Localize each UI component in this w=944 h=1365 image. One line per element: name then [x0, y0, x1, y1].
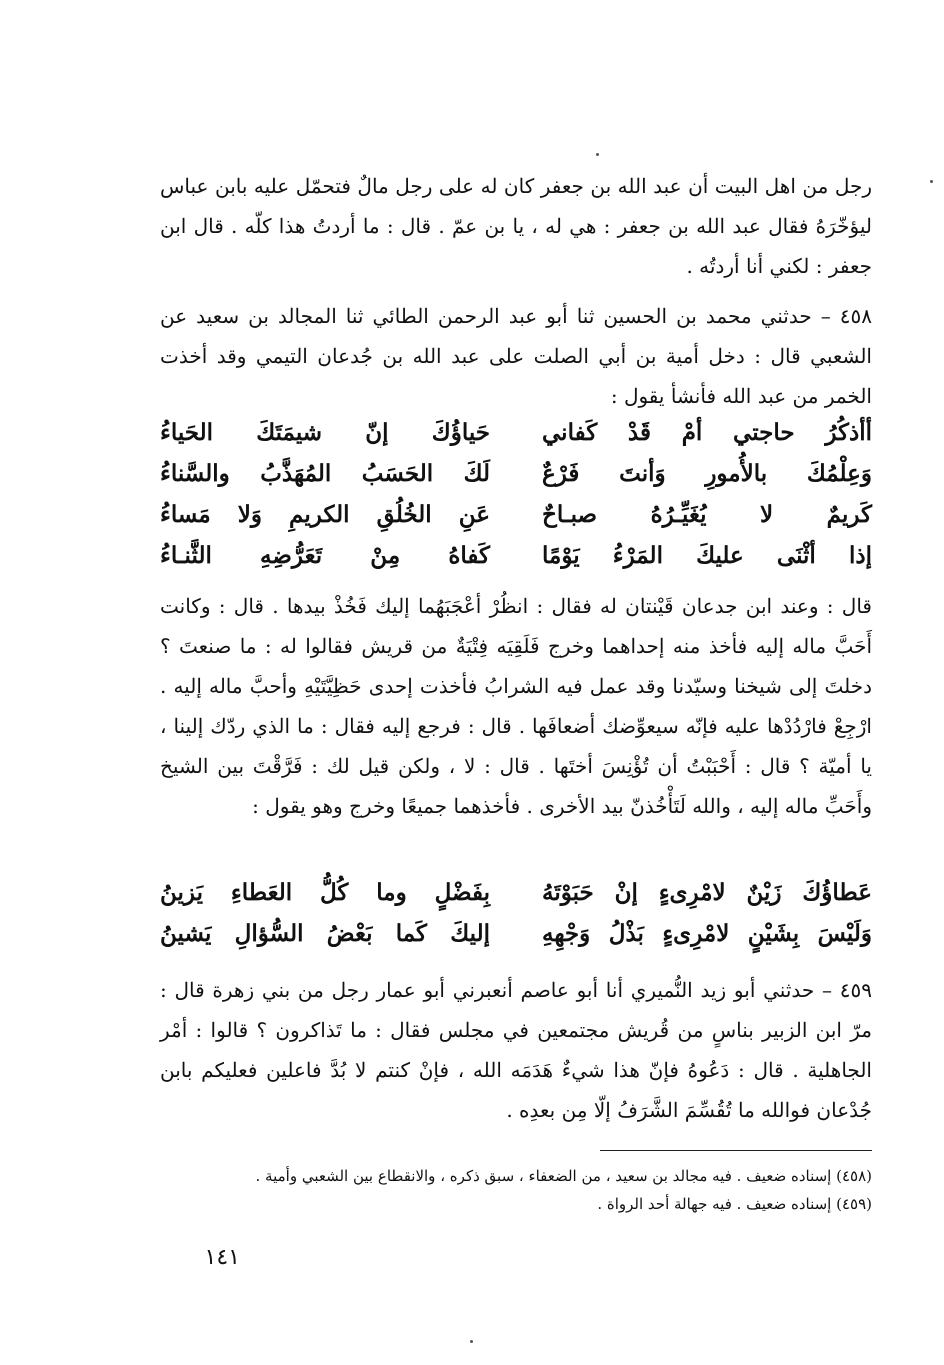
- verse-first-hemistich: عَطاؤُكَ زَيْنٌ لامْرِىءٍ إنْ حَبَوْتَهُ: [542, 879, 872, 906]
- verse-line: [160, 453, 872, 494]
- paragraph-intro: رجل من اهل البيت أن عبد الله بن جعفر كان له على رجل مالٌ فتحمّل عليه بابن عباس ليؤخّرَهُ فقال عبد الله بن جعفر : هي له ، يا بن عمّ . قال : ما أردتُ هذا كلّه . قال ابن جعفر : لكني أنا أردتُه .: [160, 174, 872, 278]
- footnote-459: (٤٥٩) إسناده ضعيف . فيه جهالة أحد الرواة .: [597, 1195, 872, 1213]
- paragraph-458: ٤٥٨ – حدثني محمد بن الحسين ثنا أبو عبد الرحمن الطائي ثنا المجالد بن سعيد عن الشعبي قال : دخل أمية بن أبي الصلت على عبد الله بن جُدعان التيمي وقد أخذت الخمر من عبد الله فأنشأ يقول :: [160, 304, 872, 408]
- verse-line: [160, 494, 872, 535]
- verse-second-hemistich: حَياؤُكَ إنّ شيمَتَكَ الحَياءُ: [160, 419, 490, 446]
- verse-line: [160, 535, 872, 576]
- poem-2: [160, 872, 872, 954]
- verse-second-hemistich: إليكَ كَما بَعْضُ السُّؤالِ يَشينُ: [160, 920, 490, 947]
- verse-first-hemistich: أأذكُرُ حاجتي أمْ قَدْ كَفاني: [542, 419, 872, 446]
- scan-speck: [596, 153, 599, 156]
- footnote-458: (٤٥٨) إسناده ضعيف . فيه مجالد بن سعيد ، من الضعفاء ، سبق ذكره ، والانقطاع بين الشعبي وأمية .: [255, 1167, 872, 1185]
- scan-speck: [470, 1340, 473, 1343]
- verse-line: [160, 872, 872, 913]
- paragraph-459: ٤٥٩ – حدثني أبو زيد النُّميري أنا أبو عاصم أنعبرني أبو عمار رجل من بني زهرة قال : مرّ ابن الزبير بناسٍ من قُريش مجتمعين في مجلس فقال : ما تَذاكرون ؟ قالوا : أمْر الجاهلية . قال : دَعُوهُ فإنّ هذا شيءٌ هَدَمَه الله ، فإنْ كنتم لا بُدَّ فاعلين فعليكم بابن جُدْعان فوالله ما تُقُسِّمَ الشَّرَفُ إلّا مِن بعدِه .: [160, 978, 872, 1122]
- verse-second-hemistich: بِفَضْلٍ وما كُلُّ العَطاءِ يَزينُ: [160, 879, 490, 906]
- page-number: ١٤١: [204, 1245, 240, 1270]
- verse-second-hemistich: عَنِ الخُلُقِ الكريمِ وَلا مَساءُ: [160, 501, 490, 528]
- verse-line: [160, 412, 872, 453]
- verse-first-hemistich: وَعِلْمُكَ بالأُمورِ وَأنتَ فَرْعٌ: [542, 460, 872, 487]
- verse-first-hemistich: إذا أثْنَى عليكَ المَرْءُ يَوْمًا: [542, 542, 872, 569]
- verse-first-hemistich: وَلَيْسَ بِشَيْنٍ لامْرِىءٍ بَذْلُ وَجْهِهِ: [542, 920, 872, 947]
- scan-speck: [930, 180, 933, 183]
- footnotes: [160, 1162, 872, 1218]
- paragraph-story: قال : وعند ابن جدعان قَيْنتان له فقال : انظُرْ أعْجَبَهُما إليك فَخُذْ بيدها . قال : وكانت أَحَبَّ ماله إليه فأخذ منه إحداهما وخرج فَلَقِيَه فِتْيَةٌ من قريش فقالوا له : ما صنعتَ ؟ دخلتَ إلى شيخنا وسيّدنا وقد عمل فيه الشرابُ فأخذت إحدى حَظِيَّتَيْهِ وأحبَّ ماله إليه . ارْجِعْ فارْدُدْها عليه فإنّه سيعوِّضك أضعافَها . قال : فرجع إليه فقال : ما الذي ردّك إلينا ، يا أميّة ؟ قال : أَحْبَبْتُ أن تُؤْنِسَ أختَها . قال : لا ، ولكن قيل لك : فَرَّقْتَ بين الشيخ وأَحَبِّ ماله إليه ، والله لَتَأْخُذنّ بيد الأخرى . فأخذهما جميعًا وخرج وهو يقول :: [160, 594, 872, 818]
- poem-1: [160, 412, 872, 576]
- verse-second-hemistich: كَفاهُ مِنْ تَعَرُّضِهِ الثَّنـاءُ: [160, 542, 490, 569]
- footnote-separator: [600, 1150, 872, 1151]
- verse-line: [160, 913, 872, 954]
- verse-first-hemistich: كَريمٌ لا يُغَيِّـرُهُ صبـاحٌ: [542, 501, 872, 528]
- verse-second-hemistich: لَكَ الحَسَبُ المُهَذَّبُ والسَّناءُ: [160, 460, 490, 487]
